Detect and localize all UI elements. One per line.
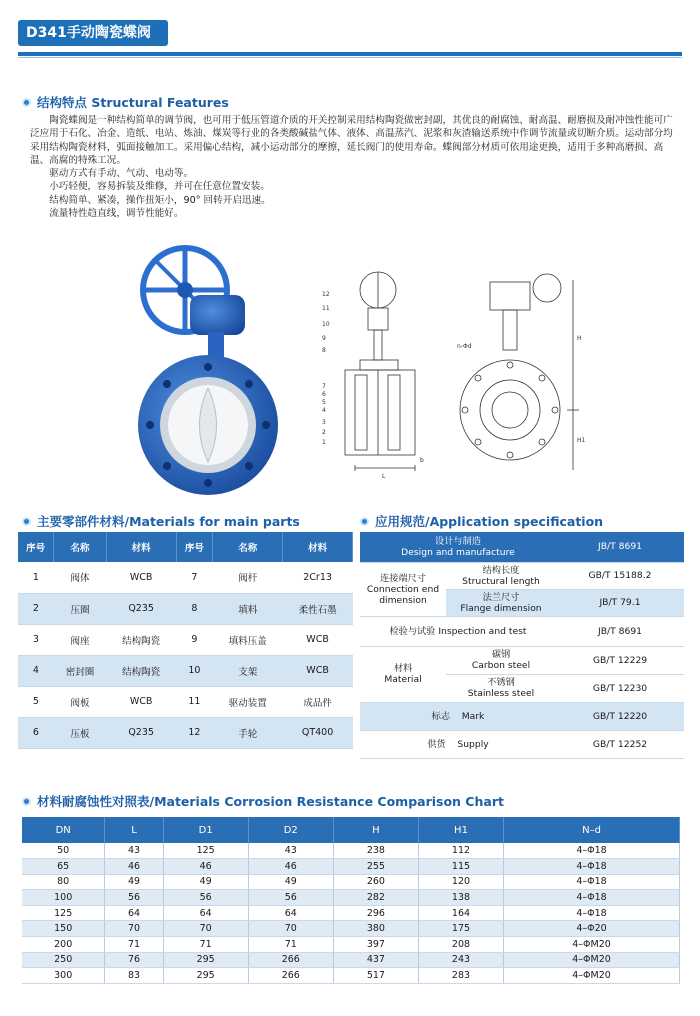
dim-label-nd: n-Φd: [457, 343, 472, 350]
table-row: [22, 968, 680, 984]
table-cell: 70: [248, 921, 333, 937]
table-cell: 阀板: [54, 686, 106, 717]
table-row: [18, 593, 353, 624]
spec-stainless-std: GB/T 12230: [556, 674, 684, 702]
table-row: [22, 905, 680, 921]
table-cell: 65: [22, 859, 105, 875]
table-cell: 56: [163, 890, 248, 906]
col-header: N–d: [504, 817, 680, 843]
section-bullet-icon: [22, 797, 31, 806]
table-cell: 结构陶瓷: [106, 655, 176, 686]
table-cell: 4–ΦM20: [504, 968, 680, 984]
table-cell: 282: [333, 890, 418, 906]
features-line-flow: 流量特性趋直线，调节性能好。: [49, 208, 184, 220]
table-cell: 支架: [213, 655, 283, 686]
part-label-11: 11: [322, 305, 330, 312]
features-heading: 结构特点 Structural Features: [22, 93, 229, 111]
table-row: [22, 859, 680, 875]
spec-design-std: JB/T 8691: [556, 532, 684, 562]
table-row: [22, 843, 680, 859]
table-cell: 43: [248, 843, 333, 859]
table-cell: 266: [248, 952, 333, 968]
table-cell: 11: [176, 686, 213, 717]
table-cell: 283: [418, 968, 503, 984]
table-cell: 266: [248, 968, 333, 984]
col-header: D1: [163, 817, 248, 843]
table-cell: 397: [333, 937, 418, 953]
table-cell: 10: [176, 655, 213, 686]
table-cell: 71: [163, 937, 248, 953]
table-cell: 138: [418, 890, 503, 906]
col-header: H1: [418, 817, 503, 843]
table-cell: 阀座: [54, 624, 106, 655]
table-cell: WCB: [106, 562, 176, 593]
table-cell: 80: [22, 874, 105, 890]
table-cell: Q235: [106, 717, 176, 748]
materials-table: [18, 532, 353, 749]
table-cell: 驱动装置: [213, 686, 283, 717]
col-header: 序号: [176, 532, 213, 562]
dimensions-table: [22, 817, 680, 984]
table-cell: WCB: [106, 686, 176, 717]
table-row: [22, 952, 680, 968]
table-cell: 49: [248, 874, 333, 890]
table-cell: 4–Φ18: [504, 890, 680, 906]
table-cell: 2: [18, 593, 54, 624]
table-cell: 250: [22, 952, 105, 968]
table-cell: 填料压盖: [213, 624, 283, 655]
table-cell: 5: [18, 686, 54, 717]
col-header: H: [333, 817, 418, 843]
part-label-2: 2: [322, 429, 326, 436]
features-line-compact: 结构简单、紧凑，操作扭矩小，90° 回转开启迅速。: [49, 194, 271, 206]
table-cell: 4–ΦM20: [504, 937, 680, 953]
table-cell: 46: [163, 859, 248, 875]
front-view-drawing: [455, 270, 590, 485]
spec-supply-label: 供货 Supply: [360, 730, 556, 758]
table-cell: 6: [18, 717, 54, 748]
application-heading: 应用规范/Application specification: [360, 512, 603, 530]
table-cell: 64: [105, 905, 163, 921]
col-header: DN: [22, 817, 105, 843]
table-cell: 手轮: [213, 717, 283, 748]
table-cell: Q235: [106, 593, 176, 624]
spec-mark-label: 标志 Mark: [360, 702, 556, 730]
features-text: [30, 114, 680, 220]
table-cell: 164: [418, 905, 503, 921]
table-cell: 填料: [213, 593, 283, 624]
table-cell: 115: [418, 859, 503, 875]
table-cell: 76: [105, 952, 163, 968]
table-cell: 71: [248, 937, 333, 953]
spec-row-carbon: [360, 646, 684, 674]
table-cell: 50: [22, 843, 105, 859]
table-cell: 208: [418, 937, 503, 953]
table-cell: 295: [163, 952, 248, 968]
table-cell: 150: [22, 921, 105, 937]
table-row: [18, 655, 353, 686]
table-cell: 70: [105, 921, 163, 937]
table-cell: 压圈: [54, 593, 106, 624]
dim-label-l: L: [382, 473, 386, 480]
table-row: [22, 874, 680, 890]
spec-inspect-label: 检验与试验 Inspection and test: [360, 616, 556, 646]
dim-label-h1: H1: [577, 437, 586, 444]
table-cell: 43: [105, 843, 163, 859]
table-cell: 112: [418, 843, 503, 859]
part-label-9: 9: [322, 335, 326, 342]
title-divider: [18, 52, 682, 56]
part-label-7: 7: [322, 383, 326, 390]
table-cell: 295: [163, 968, 248, 984]
table-cell: 83: [105, 968, 163, 984]
page-title: D341手动陶瓷蝶阀: [18, 20, 168, 46]
spec-row-mark: [360, 702, 684, 730]
valve-photo: [130, 240, 280, 510]
table-cell: 296: [333, 905, 418, 921]
table-cell: 517: [333, 968, 418, 984]
features-paragraph: 陶瓷蝶阀是一种结构简单的调节阀，也可用于低压管道介质的开关控制采用结构陶瓷做密封副，其优良的耐腐蚀、耐高温、耐磨损及耐冲蚀性能可广泛应用于石化、冶金、造纸、电站、炼油、煤炭等行业的各类酸碱盐气体、液体、高温蒸汽、泥浆和灰渣输送系统中作调节流量或切断介质。运动部分均采用结构陶瓷材料，弧面接触加工。采用偏心结构，减小运动部分的摩擦，延长阀门的使用寿命。蝶阀部分材质可依用途更换，适用于多种高磨损、高温、高腐的特殊工况。: [30, 115, 673, 166]
table-cell: 49: [163, 874, 248, 890]
table-cell: 120: [418, 874, 503, 890]
part-label-12: 12: [322, 291, 330, 298]
table-row: [18, 562, 353, 593]
part-label-6: 6: [322, 391, 326, 398]
part-label-3: 3: [322, 419, 326, 426]
section-drawing: [320, 270, 445, 485]
table-cell: 380: [333, 921, 418, 937]
section-bullet-icon: [22, 517, 31, 526]
table-cell: QT400: [283, 717, 353, 748]
col-header: L: [105, 817, 163, 843]
spec-supply-std: GB/T 12252: [556, 730, 684, 758]
table-cell: 4–Φ20: [504, 921, 680, 937]
table-cell: 柔性石墨: [283, 593, 353, 624]
section-bullet-icon: [22, 98, 31, 107]
features-line-drive: 驱动方式有手动、气动、电动等。: [49, 168, 194, 180]
part-label-5: 5: [322, 399, 326, 406]
table-cell: 64: [163, 905, 248, 921]
dim-label-h: H: [577, 335, 582, 342]
spec-inspect-std: JB/T 8691: [556, 616, 684, 646]
col-header: 序号: [18, 532, 54, 562]
table-cell: 9: [176, 624, 213, 655]
table-cell: WCB: [283, 624, 353, 655]
spec-flange-std: JB/T 79.1: [556, 589, 684, 616]
table-cell: 200: [22, 937, 105, 953]
part-label-8: 8: [322, 347, 326, 354]
col-header: 材料: [106, 532, 176, 562]
table-cell: 64: [248, 905, 333, 921]
spec-material-label: 材料 Material: [360, 646, 446, 702]
col-header: 材料: [283, 532, 353, 562]
part-label-10: 10: [322, 321, 330, 328]
part-label-1: 1: [322, 439, 326, 446]
table-cell: 7: [176, 562, 213, 593]
table-cell: 46: [248, 859, 333, 875]
table-cell: 56: [248, 890, 333, 906]
spec-table: [360, 532, 684, 759]
spec-mark-std: GB/T 12220: [556, 702, 684, 730]
table-row: [22, 937, 680, 953]
dimensions-table-header: [22, 817, 680, 843]
spec-flange-label: 法兰尺寸 Flange dimension: [446, 589, 556, 616]
table-row: [22, 921, 680, 937]
spec-struct-std: GB/T 15188.2: [556, 562, 684, 589]
table-cell: 71: [105, 937, 163, 953]
title-divider-thin: [18, 57, 682, 58]
table-cell: 260: [333, 874, 418, 890]
table-cell: 175: [418, 921, 503, 937]
table-cell: 437: [333, 952, 418, 968]
table-row: [18, 717, 353, 748]
table-cell: 4–Φ18: [504, 905, 680, 921]
spec-row-supply: [360, 730, 684, 758]
table-cell: 1: [18, 562, 54, 593]
table-cell: 8: [176, 593, 213, 624]
table-cell: 结构陶瓷: [106, 624, 176, 655]
table-cell: 4–Φ18: [504, 843, 680, 859]
table-cell: 4–Φ18: [504, 859, 680, 875]
materials-table-header: [18, 532, 353, 562]
table-cell: 压板: [54, 717, 106, 748]
table-cell: 阀杆: [213, 562, 283, 593]
table-cell: 12: [176, 717, 213, 748]
table-cell: 70: [163, 921, 248, 937]
table-cell: 4–ΦM20: [504, 952, 680, 968]
spec-design-label: 设计与制造 Design and manufacture: [360, 532, 556, 562]
spec-struct-label: 结构长度 Structural length: [446, 562, 556, 589]
table-cell: 125: [163, 843, 248, 859]
table-cell: 100: [22, 890, 105, 906]
table-cell: 243: [418, 952, 503, 968]
table-cell: 4: [18, 655, 54, 686]
table-cell: 49: [105, 874, 163, 890]
col-header: 名称: [213, 532, 283, 562]
table-cell: 46: [105, 859, 163, 875]
table-cell: 125: [22, 905, 105, 921]
table-cell: 成品件: [283, 686, 353, 717]
table-cell: WCB: [283, 655, 353, 686]
table-cell: 4–Φ18: [504, 874, 680, 890]
corrosion-heading: 材料耐腐蚀性对照表/Materials Corrosion Resistance Comparison Chart: [22, 792, 504, 810]
table-cell: 阀体: [54, 562, 106, 593]
table-row: [18, 686, 353, 717]
spec-row-design: [360, 532, 684, 562]
col-header: D2: [248, 817, 333, 843]
table-row: [18, 624, 353, 655]
table-cell: 3: [18, 624, 54, 655]
spec-row-struct: [360, 562, 684, 589]
spec-carbon-std: GB/T 12229: [556, 646, 684, 674]
table-row: [22, 890, 680, 906]
part-label-4: 4: [322, 407, 326, 414]
col-header: 名称: [54, 532, 106, 562]
table-cell: 密封圈: [54, 655, 106, 686]
table-cell: 56: [105, 890, 163, 906]
dim-label-b: b: [420, 457, 424, 464]
features-line-portable: 小巧轻便，容易拆装及维修，并可在任意位置安装。: [49, 181, 270, 193]
spec-conn-label: 连接端尺寸 Connection end dimension: [360, 562, 446, 616]
spec-stainless-label: 不锈钢 Stainless steel: [446, 674, 556, 702]
materials-heading: 主要零部件材料/Materials for main parts: [22, 512, 300, 530]
table-cell: 300: [22, 968, 105, 984]
section-bullet-icon: [360, 517, 369, 526]
spec-row-inspect: [360, 616, 684, 646]
table-cell: 238: [333, 843, 418, 859]
spec-carbon-label: 碳钢 Carbon steel: [446, 646, 556, 674]
table-cell: 2Cr13: [283, 562, 353, 593]
table-cell: 255: [333, 859, 418, 875]
